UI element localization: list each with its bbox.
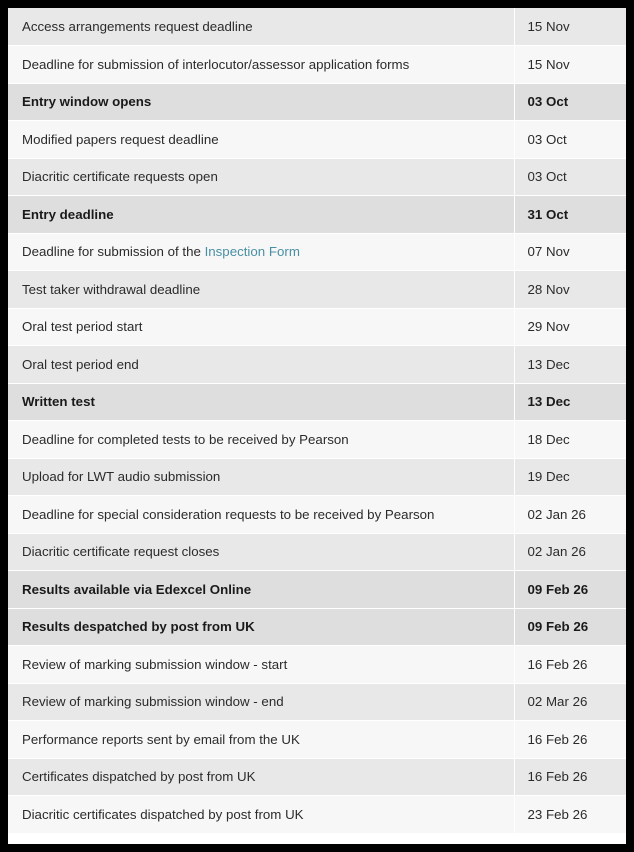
event-cell: Results despatched by post from UK (8, 608, 514, 646)
event-cell: Results available via Edexcel Online (8, 571, 514, 609)
date-cell: 09 Feb 26 (514, 608, 626, 646)
table-row (8, 421, 626, 459)
event-cell: Written test (8, 383, 514, 421)
table-row (8, 608, 626, 646)
date-cell: 03 Oct (514, 158, 626, 196)
schedule-table-body (8, 8, 626, 833)
date-cell: 13 Dec (514, 383, 626, 421)
event-cell: Diacritic certificate requests open (8, 158, 514, 196)
table-row (8, 383, 626, 421)
table-row (8, 83, 626, 121)
date-cell: 02 Mar 26 (514, 683, 626, 721)
table-row (8, 683, 626, 721)
table-row (8, 196, 626, 234)
table-row (8, 158, 626, 196)
table-row (8, 646, 626, 684)
date-cell: 31 Oct (514, 196, 626, 234)
table-row (8, 8, 626, 46)
event-cell: Test taker withdrawal deadline (8, 271, 514, 309)
event-cell: Diacritic certificate request closes (8, 533, 514, 571)
table-row (8, 758, 626, 796)
table-row (8, 308, 626, 346)
event-cell: Entry deadline (8, 196, 514, 234)
date-cell: 02 Jan 26 (514, 533, 626, 571)
event-cell: Diacritic certificates dispatched by post from UK (8, 796, 514, 834)
table-row (8, 271, 626, 309)
event-cell: Oral test period end (8, 346, 514, 384)
date-cell: 18 Dec (514, 421, 626, 459)
event-cell: Certificates dispatched by post from UK (8, 758, 514, 796)
event-label: Deadline for submission of the (22, 244, 205, 260)
event-cell: Access arrangements request deadline (8, 8, 514, 46)
date-cell: 03 Oct (514, 83, 626, 121)
event-cell: Deadline for special consideration requests to be received by Pearson (8, 496, 514, 534)
date-cell: 16 Feb 26 (514, 721, 626, 759)
table-row (8, 571, 626, 609)
table-row (8, 533, 626, 571)
date-cell: 09 Feb 26 (514, 571, 626, 609)
event-cell: Oral test period start (8, 308, 514, 346)
date-cell: 03 Oct (514, 121, 626, 159)
event-cell: Review of marking submission window - start (8, 646, 514, 684)
event-cell: Performance reports sent by email from the UK (8, 721, 514, 759)
date-cell: 28 Nov (514, 271, 626, 309)
date-cell: 15 Nov (514, 46, 626, 84)
event-cell: Deadline for submission of interlocutor/assessor application forms (8, 46, 514, 84)
event-cell: Deadline for completed tests to be received by Pearson (8, 421, 514, 459)
event-cell (8, 233, 514, 271)
date-cell: 02 Jan 26 (514, 496, 626, 534)
table-row (8, 721, 626, 759)
date-cell: 16 Feb 26 (514, 758, 626, 796)
table-row (8, 346, 626, 384)
table-row (8, 233, 626, 271)
event-cell: Upload for LWT audio submission (8, 458, 514, 496)
table-row (8, 796, 626, 834)
date-cell: 19 Dec (514, 458, 626, 496)
inspection-form-link[interactable]: Inspection Form (204, 244, 300, 260)
event-cell: Review of marking submission window - end (8, 683, 514, 721)
event-cell: Modified papers request deadline (8, 121, 514, 159)
date-cell: 29 Nov (514, 308, 626, 346)
date-cell: 16 Feb 26 (514, 646, 626, 684)
date-cell: 07 Nov (514, 233, 626, 271)
schedule-table (8, 8, 626, 834)
table-row (8, 458, 626, 496)
table-row (8, 46, 626, 84)
schedule-table-container (8, 8, 626, 844)
date-cell: 15 Nov (514, 8, 626, 46)
table-row (8, 496, 626, 534)
table-row (8, 121, 626, 159)
date-cell: 23 Feb 26 (514, 796, 626, 834)
event-cell: Entry window opens (8, 83, 514, 121)
date-cell: 13 Dec (514, 346, 626, 384)
